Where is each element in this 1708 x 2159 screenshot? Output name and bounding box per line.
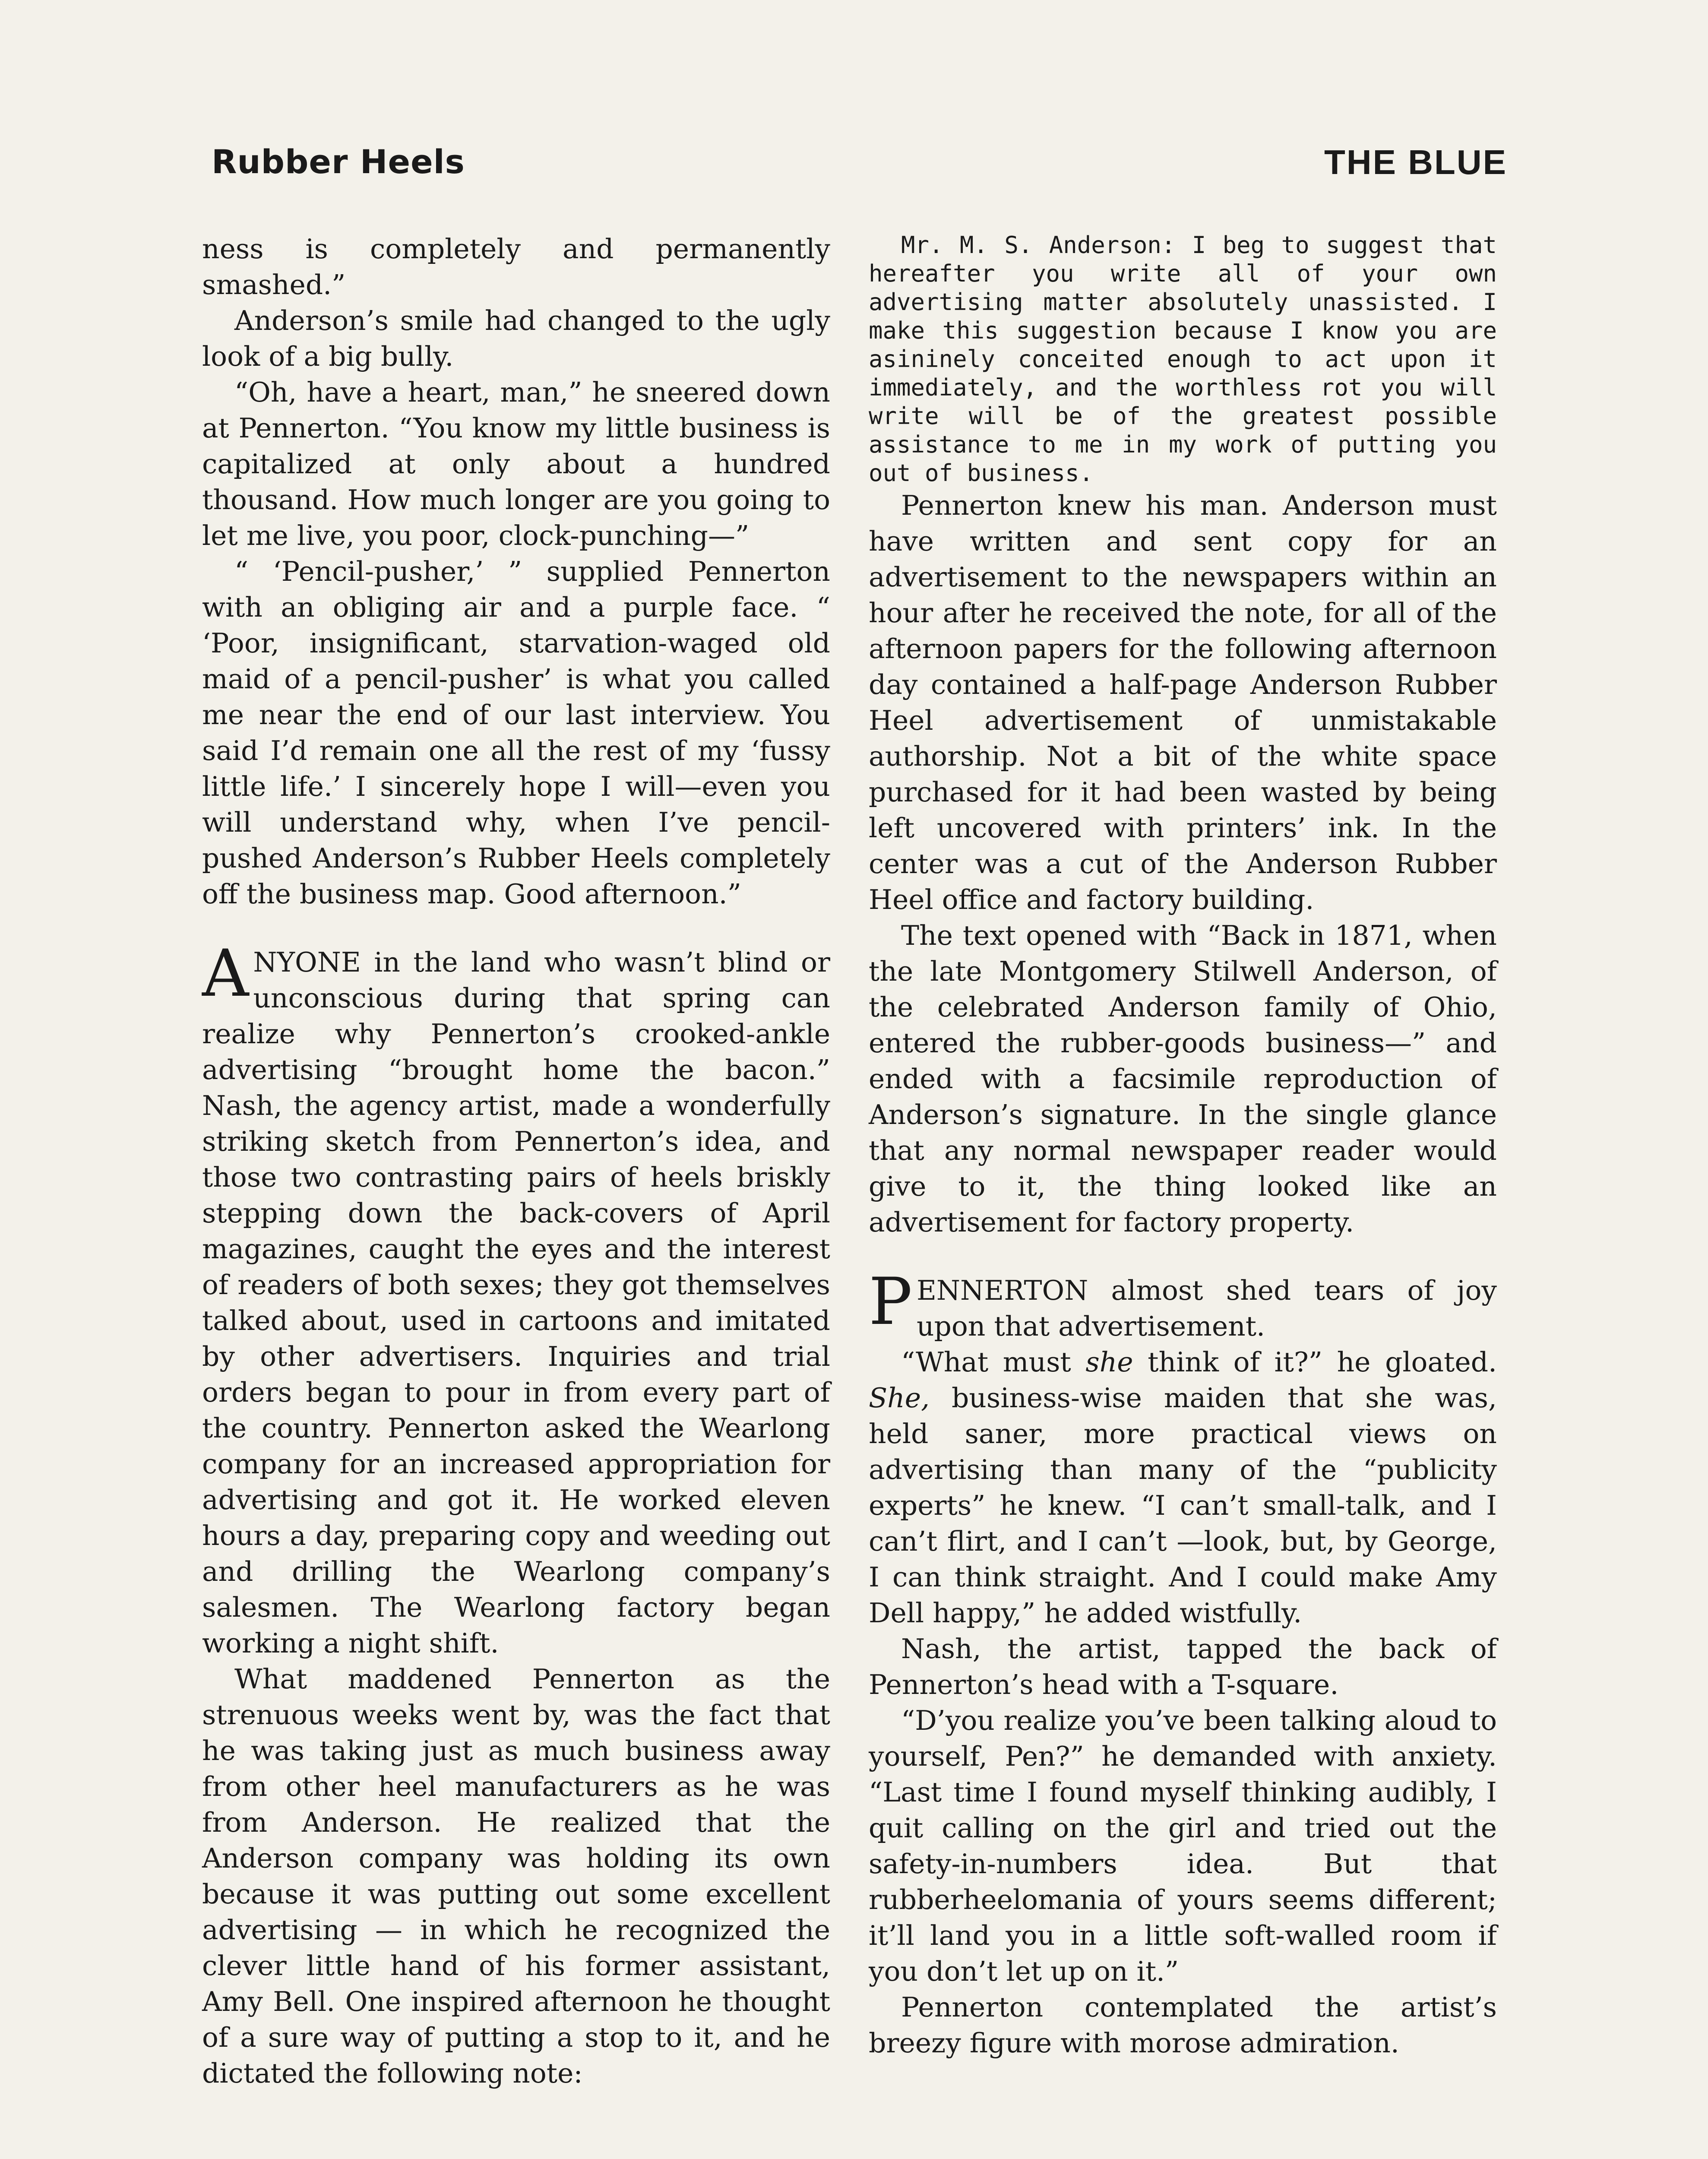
running-header-magazine: THE BLUE: [1324, 143, 1507, 181]
dictated-note: Mr. M. S. Anderson: I beg to suggest that hereafter you write all of your own advertising matter absolutely unassisted. I make this suggestion because I know you are asininely conceited enough to act upon it immediately, and the worthless rot you will write will be of the greatest possible assistance to me in my work of putting you out of business.: [869, 231, 1497, 487]
text-span: think of it?” he gloated.: [1133, 1346, 1497, 1378]
right-column: [869, 231, 1497, 2061]
paragraph: Pennerton knew his man. Anderson must have written and sent copy for an advertisement to the newspapers within an hour after he received the note, for all of the afternoon papers for the following afternoon day contained a half-page Anderson Rubber Heel advertisement of unmistakable authorship. Not a bit of the white space purchased for it had been wasted by being left uncovered with printers’ ink. In the center was a cut of the Anderson Rubber Heel office and factory building.: [869, 490, 1497, 915]
section-start-paragraph: PENNERTON almost shed tears of joy upon that advertisement.: [869, 1264, 1497, 1342]
section-start-paragraph: ANYONE in the land who wasn’t blind or unconscious during that spring can realize why Pennerton’s crooked-ankle advertising “brought home the bacon.” Nash, the agency artist, made a wonderfully striking sketch from Pennerton’s idea, and those two contrasting pairs of heels briskly stepping down the back-covers of April magazines, caught the eyes and the interest of readers of both sexes; they got themselves talked about, used in cartoons and imitated by other advertisers. Inquiries and trial orders began to pour in from every part of the country. Pennerton asked the Wearlong company for an increased appropriation for advertising and got it. He worked eleven hours a day, preparing copy and weeding out and drilling the Wearlong company’s salesmen. The Wearlong factory began working a night shift.: [202, 936, 830, 1659]
paragraph: ness is completely and permanently smashed.”: [202, 233, 830, 301]
paragraph: “D’you realize you’ve been talking aloud to yourself, Pen?” he demanded with anxiety. “Last time I found myself thinking audibly, I quit calling on the girl and tried out the safety-in-numbers idea. But that rubberheelomania of yours seems different; it’ll land you in a little soft-walled room if you don’t let up on it.”: [869, 1705, 1497, 1987]
paragraph: What maddened Pennerton as the strenuous weeks went by, was the fact that he was taking just as much business away from other heel manufacturers as he was from Anderson. He realized that the Anderson company was holding its own because it was putting out some excellent advertising — in which he recognized the clever little hand of his former assistant, Amy Bell. One inspired afternoon he thought of a sure way of putting a stop to it, and he dictated the following note:: [202, 1663, 830, 2089]
paragraph: Anderson’s smile had changed to the ugly look of a big bully.: [202, 305, 830, 372]
left-column: [202, 231, 830, 2091]
paragraph: “Oh, have a heart, man,” he sneered down at Pennerton. “You know my little business is capitalized at only about a hundred thousand. How much longer are you going to let me live, you poor, clock-punching—”: [202, 377, 830, 551]
running-header-title: Rubber Heels: [212, 142, 465, 181]
paragraph: Pennerton contemplated the artist’s breezy figure with morose admiration.: [869, 1991, 1497, 2059]
paragraph: Nash, the artist, tapped the back of Pennerton’s head with a T-square.: [869, 1633, 1497, 1700]
text-span: business-wise maiden that she was, held saner, more practical views on advertising than many of the “publicity experts” he knew. “I can’t small-talk, and I can’t flirt, and I can’t —look, but, by George, I can think straight. And I could make Amy Dell happy,” he added wistfully.: [869, 1382, 1497, 1629]
paragraph: “ ‘Pencil-pusher,’ ” supplied Pennerton with an obliging air and a purple face. “ ‘Poor, insignificant, starvation-waged old maid of a pencil-pusher’ is what you called me near the end of our last interview. You said I’d remain one all the rest of my ‘fussy little life.’ I sincerely hope I will—even you will understand why, when I’ve pencil-pushed Anderson’s Rubber Heels completely off the business map. Good afternoon.”: [202, 556, 830, 910]
emphasis: She,: [869, 1382, 930, 1414]
text-span: “What must: [901, 1346, 1086, 1378]
emphasis: she: [1085, 1346, 1133, 1378]
paragraph: [869, 1344, 1497, 1631]
paragraph: The text opened with “Back in 1871, when the late Montgomery Stilwell Anderson, of the celebrated Anderson family of Ohio, entered the rubber-goods business—” and ended with a facsimile reproduction of Anderson’s signature. In the single glance that any normal newspaper reader would give to it, the thing looked like an advertisement for factory property.: [869, 920, 1497, 1238]
